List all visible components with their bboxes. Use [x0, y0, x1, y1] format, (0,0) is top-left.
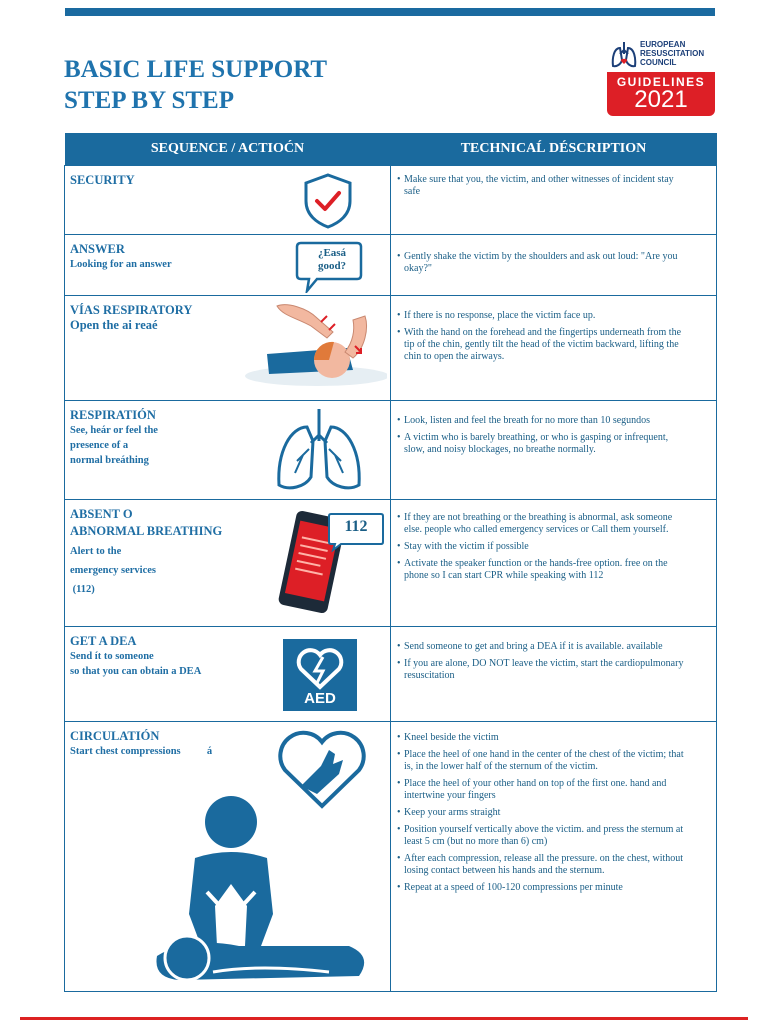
lungs-icon [273, 407, 365, 495]
table-row: SECURITY • Make sure that you, the victim, and other witnesses of incident stay safe [65, 166, 717, 235]
row-sublabel-group [70, 542, 156, 599]
row-sublabel: Send ít to someone [70, 651, 154, 662]
row-sublabel: Looking for an answer [70, 259, 172, 270]
description-text: If you are alone, DO NOT leave the victim, start the cardiopulmonary resuscitation [404, 658, 684, 681]
row-label: ABSENT O [70, 507, 133, 521]
guidelines-label: GUIDELINES [616, 75, 706, 89]
description-text: A victim who is barely breathing, or who is gasping or infrequent, slow, and noisy blockages, no breathe normally. [404, 432, 669, 455]
logo-org-line-2: RESUSCITATION [640, 49, 705, 58]
row-sublabel: Alert to the [70, 546, 122, 557]
description-text: Repeat at a speed of 100-120 compressions per minute [404, 882, 623, 893]
bls-table [64, 133, 717, 992]
row-sublabel: Open the ai reaé [70, 318, 158, 332]
description-text: If they are not breathing or the breathing is abnormal, ask someone else. people who called emergency services or Call them yourself. [404, 512, 673, 535]
description-text: Send someone to get and bring a DEA if it is available. available [404, 641, 663, 652]
description-text: Look, listen and feel the breath for no more than 10 segundos [404, 415, 651, 426]
description-text: Keep your arms straight [404, 807, 501, 818]
row-label: GET A DEA [70, 634, 137, 648]
table-row: RESPIRATIÓN See, heár or feel the presence of a normal breáthing • Look, listen and feel the breath for no more than 10 segundos • A victim who is barely breathing, or who is gasping or infrequent, slow, and noisy blockages, no breathe normally. [65, 401, 717, 500]
description-text: Kneel beside the victim [404, 732, 499, 743]
table-row: GET A DEA Send ít to someone so that you can obtain a DEA AED • Send someone to get and bring a DEA if it is available. available • If you are alone, DO NOT leave the victim, start the cardiopulmonary resuscitation [65, 627, 717, 722]
description-text: Place the heel of one hand in the center of the chest of the victim; that is, in the lower half of the sternum of the victim. [404, 749, 684, 772]
description-text: Position yourself vertically above the victim. and press the sternum at least 5 cm (but no more than 6) cm) [404, 824, 684, 847]
bubble-text: ¿Easá good? [317, 247, 347, 272]
row-sublabel-group [70, 649, 201, 679]
title-line-2: STEP BY STEP [64, 87, 234, 114]
row-label: RESPIRATIÓN [70, 408, 156, 422]
aed-label: AED [304, 690, 336, 707]
header-sequence: SEQUENCE / ACTIOĆN [65, 133, 391, 166]
row-sublabel: Start chest compressions á [70, 746, 213, 757]
row-sublabel: presence of a [70, 440, 129, 451]
description-text: Stay with the victim if possible [404, 541, 529, 552]
row-label: ANSWER [70, 242, 125, 256]
row-label: CIRCULATIÓN [70, 729, 160, 743]
head-tilt-chin-lift-icon [237, 298, 387, 398]
phone-bubble-text: 112 [344, 518, 368, 535]
table-header-row [65, 133, 717, 166]
description-text: After each compression, release all the pressure. on the chest, without losing contact between his hands and the sternum. [404, 853, 684, 876]
row-sublabel: so that you can obtain a DEA [70, 666, 202, 677]
row-sublabel: See, heár or feel the [70, 425, 158, 436]
guidelines-badge [607, 72, 715, 116]
description-text: Place the heel of your other hand on top of the first one. hand and intertwine your fingers [404, 778, 667, 801]
table-row: VÍAS RESPIRATORY Open the ai reaé • If there is no response, place the victim face up. • With the hand on the forehead and the fingertips underneath from the tip of the chin, gently tilt the head of the victim backward, lifting the chin to open the airways. [65, 296, 717, 401]
row-sublabel: normal breáthing [70, 455, 149, 466]
row-sublabel-group [70, 423, 158, 468]
row-sublabel: emergency services [70, 565, 156, 576]
erc-logo [607, 40, 715, 116]
page-title [64, 54, 327, 116]
row-label-2: ABNORMAL BREATHING [70, 524, 223, 538]
description-text: Activate the speaker function or the hands-free option. free on the phone so I can start CPR while speaking with 112 [404, 558, 668, 581]
row-sublabel: (112) [70, 584, 95, 595]
description-text: Gently shake the victim by the shoulders and ask out loud: "Are you okay?" [404, 251, 678, 274]
row-label: VÍAS RESPIRATORY [70, 303, 193, 317]
cpr-compression-figure-icon [149, 796, 379, 986]
header-description: TECHNICAĹ DÉSCRIPTION [391, 133, 717, 166]
row-label: SECURITY [70, 173, 135, 187]
description-text: With the hand on the forehead and the fingertips underneath from the tip of the chin, gently tilt the head of the victim backward, lifting the chin to open the airways. [404, 327, 682, 362]
bottom-accent-bar [20, 1017, 748, 1020]
description-text: Make sure that you, the victim, and other witnesses of incident stay safe [404, 174, 674, 197]
logo-org-line-3: COUNCIL [640, 58, 677, 67]
title-line-1: BASIC LIFE SUPPORT [64, 56, 328, 83]
top-accent-bar [65, 8, 715, 16]
table-row: ABSENT O ABNORMAL BREATHING Alert to the emergency services (112) 112 • If they are not breathing or the breathing is abnormal, ask someone else. people who called emergency services or Call them yourself. • Stay with the victim if possible • Activate the speaker function or the hands-free option. free on the phone so I can start CPR while speaking with 112 [65, 500, 717, 627]
erc-lungs-icon [611, 40, 637, 70]
logo-org-line-1: EUROPEAN [640, 40, 686, 49]
guidelines-year: 2021 [634, 86, 688, 113]
table-row: CIRCULATIÓN Start chest compressions á • Kneel beside the victim • Place the heel of one hand in the center of the chest of the victim; that is, in the lower half of the sternum of the victim. • Place the heel of your other hand on top of the first one. hand and intertwine your fingers • Keep your arms straight • Position yourself vertically above the victim. and press the sternum at least 5 cm (but no more than 6) cm) • After each compression, release all the pressure. on the chest, without losing contact between his hands and the sternum. • Repeat at a speed of 100-120 compressions per minute [65, 722, 717, 992]
description-text: If there is no response, place the victim face up. [404, 310, 596, 321]
table-row: ANSWER Looking for an answer ¿Easá good? • Gently shake the victim by the shoulders and ask out loud: "Are you okay?" [65, 235, 717, 296]
shield-check-icon [303, 173, 353, 229]
